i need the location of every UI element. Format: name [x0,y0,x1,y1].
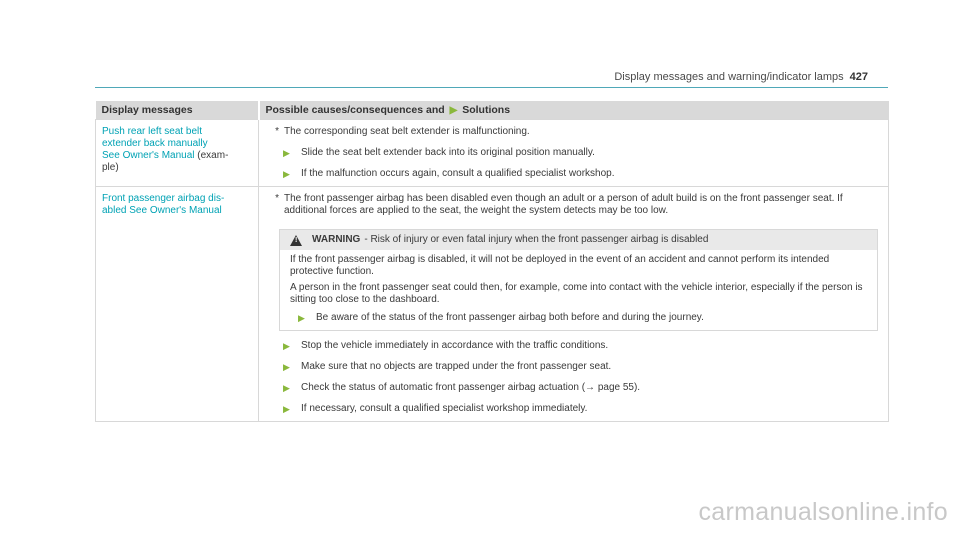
solution-step: ▶ Make sure that no objects are trapped under the front passenger seat. [283,361,612,372]
arrow-right-icon: ▶ [449,104,458,116]
running-header [614,71,868,83]
solution-step: ▶ If necessary, consult a qualified specialist workshop immediately. [283,403,588,414]
solution-step: ▶ If the malfunction occurs again, consult a qualified specialist workshop. [283,168,615,179]
display-message-cell [96,120,259,187]
solutions-cell [259,120,889,187]
page-header [0,0,960,85]
section-title: Display messages and warning/indicator lamps [614,71,844,83]
display-message-cell [96,187,259,422]
arrow-right-icon: ▶ [283,148,290,158]
message-line: ple) [102,162,119,173]
page-number: 427 [849,71,868,83]
column-header-display-messages: Display messages [96,101,259,120]
solution-step: ▶ Check the status of automatic front passenger airbag actuation (→ page 55). [283,382,641,393]
solutions-header-text: Solutions [462,103,511,116]
message-line: abled See Owner's Manual [102,205,222,216]
arrow-right-icon: ▶ [283,341,290,351]
causes-header-text: Possible causes/consequences and [265,103,445,116]
warning-box [279,229,878,331]
warning-paragraph: A person in the front passenger seat could then, for example, come into contact with the vehicle interior, especially if the person is sitting too close to the dashboard. [290,282,863,305]
solution-step: ▶ Stop the vehicle immediately in accordance with the traffic conditions. [283,340,609,351]
table-row [96,120,889,187]
table-row [96,187,889,422]
header-rule [95,87,888,88]
solutions-cell [259,187,889,422]
column-header-causes [259,101,889,120]
messages-table [95,101,889,422]
warning-triangle-icon: ! [290,235,302,246]
warning-paragraph: If the front passenger airbag is disabled, it will not be deployed in the event of an accident and cannot perform its intended protective function. [290,254,830,277]
cause-statement: * The front passenger airbag has been disabled even though an adult or a person of adult build is on the front passenger seat. If additional forces are applied to the seat, the weight the system detects may be too low. [265,193,882,217]
message-suffix: (exam- [194,150,229,161]
table-header-row [96,101,889,120]
arrow-right-icon: ▶ [283,383,290,393]
arrow-right-icon: ▶ [283,404,290,414]
arrow-right-icon: ▶ [283,169,290,179]
message-line: extender back manually [102,138,208,149]
arrow-right-icon: ▶ [298,313,305,323]
watermark: carmanualsonline.info [698,498,948,526]
warning-body [280,250,877,330]
arrow-right-icon: ▶ [283,362,290,372]
cause-statement: * The corresponding seat belt extender is malfunctioning. [265,126,882,138]
message-line: See Owner's Manual [102,150,195,161]
warning-subtitle: - Risk of injury or even fatal injury when the front passenger airbag is disabled [364,234,709,245]
message-line: Push rear left seat belt [102,126,203,137]
warning-title: WARNING [312,234,361,245]
message-line: Front passenger airbag dis- [102,193,225,204]
asterisk-icon: * [275,126,279,137]
asterisk-icon: * [275,193,279,204]
solution-step: ▶ Slide the seat belt extender back into its original position manually. [283,147,595,158]
warning-step: ▶ Be aware of the status of the front passenger airbag both before and during the journey. [298,312,704,323]
warning-header [280,230,877,250]
